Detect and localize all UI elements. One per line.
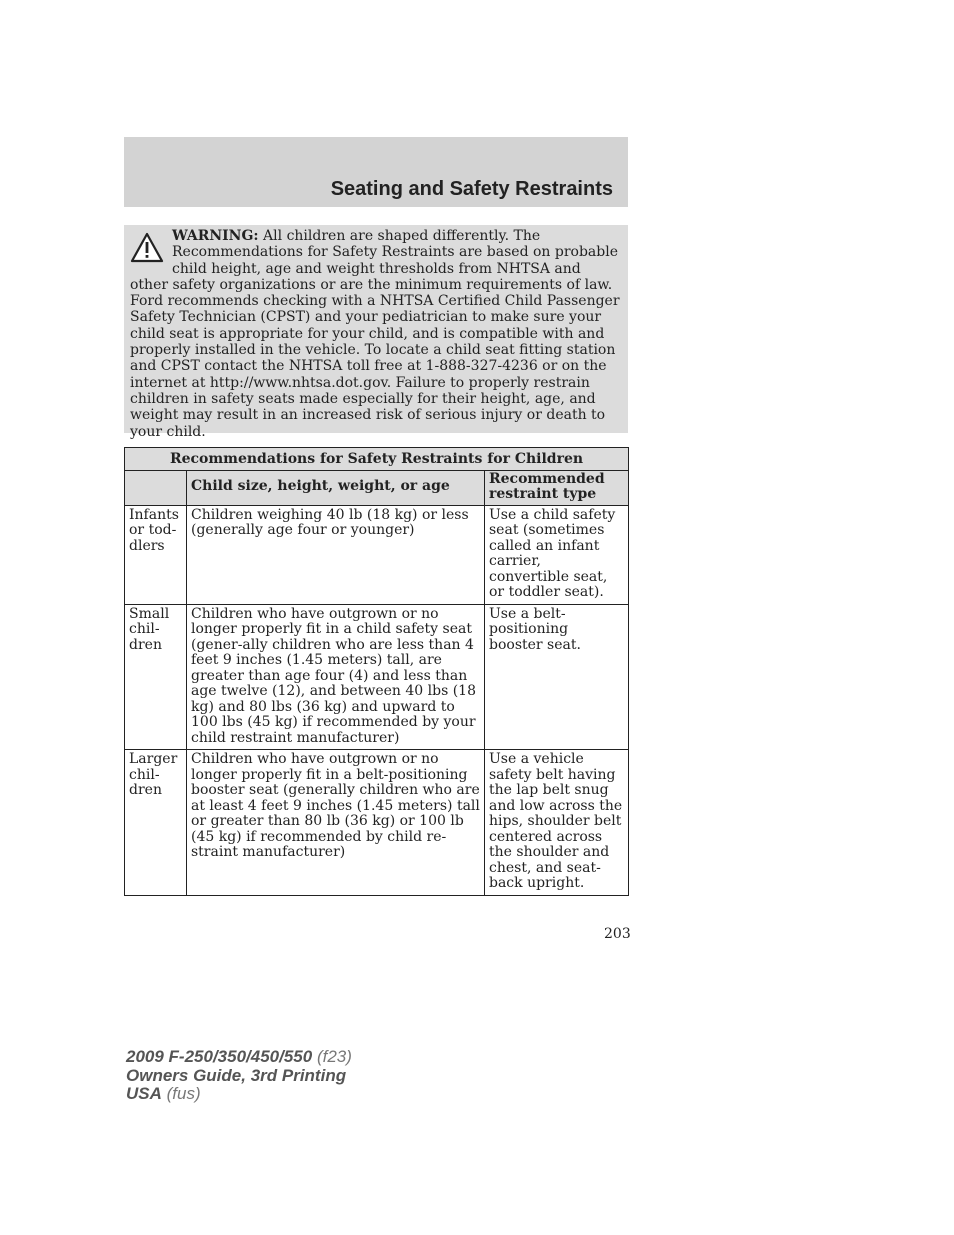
footer-market: USA [126,1084,162,1103]
footer-model: 2009 F-250/350/450/550 [126,1047,313,1066]
section-header-band [124,137,628,207]
table-row [125,505,629,604]
table-caption-row [125,448,629,471]
table-header-category [125,470,187,505]
footer-line-model [126,1048,352,1067]
footer-line-market [126,1085,352,1104]
warning-text: All children are shaped differently. The Recommendations for Safety Restraints are based on probable child height, age and weight thresholds from NHTSA and other safety organizations or are the minimum requirements of law. Ford recommends checking with a NHTSA Certified Child Passenger Safety Technician (CPST) and your pediatrician to make sure your child seat is appropriate for your child, and is compatible with and properly installed in the vehicle. To locate a child seat fitting station and CPST contact the NHTSA toll free at 1-888-327-4236 or on the internet at http://www.nhtsa.dot.gov. Failure to properly restrain children in safety seats made especially for their height, age, and weight may result in an increased risk of serious injury or death to your child. [130,228,620,440]
section-title: Seating and Safety Restraints [330,178,613,200]
footer-market-code: (fus) [166,1084,201,1103]
table-cell-restraint: Use a vehicle safety belt having the lap belt snug and low across the hips, shoulder belt centered across the shoulder and chest, and seat-back upright. [485,750,629,896]
table-cell-category: Larger chil-dren [125,750,187,896]
table-cell-category: Infants or tod-dlers [125,505,187,604]
table-caption: Recommendations for Safety Restraints for Children [125,448,629,471]
table-header-restraint: Recommended restraint type [485,470,629,505]
warning-label: WARNING: [172,228,259,244]
table-cell-size: Children weighing 40 lb (18 kg) or less (generally age four or younger) [187,505,485,604]
table-header-row [125,470,629,505]
footer-printing: Owners Guide, 3rd Printing [126,1065,347,1085]
table-row [125,750,629,896]
table-cell-restraint: Use a belt-positioning booster seat. [485,604,629,750]
table-cell-size: Children who have outgrown or no longer properly fit in a child safety seat (gener-ally children who are less than 4 feet 9 inches (1.45 meters) tall, are greater than age four (4) and less than age twelve (12), and between 40 lbs (18 kg) and 80 lbs (36 kg) and upward to 100 lbs (45 kg) if recommended by your child restraint manufacturer) [187,604,485,750]
table-cell-restraint: Use a child safety seat (sometimes called an infant carrier, convertible seat, or toddler seat). [485,505,629,604]
table-cell-category: Small chil-dren [125,604,187,750]
table-header-size: Child size, height, weight, or age [187,470,485,505]
table-row [125,604,629,750]
warning-box [124,225,628,440]
warning-triangle-icon [130,232,164,264]
document-footer [126,1048,352,1104]
page-number: 203 [604,926,631,942]
restraint-recommendations-table [124,447,629,896]
footer-model-code: (f23) [316,1047,352,1066]
table-cell-size: Children who have outgrown or no longer properly fit in a belt-positioning booster seat (generally children who are at least 4 feet 9 inches (1.45 meters) tall or greater than 80 lb (36 kg) or 100 lb (45 kg) if recommended by child re-straint manufacturer) [187,750,485,896]
restraint-table-container [124,447,628,896]
